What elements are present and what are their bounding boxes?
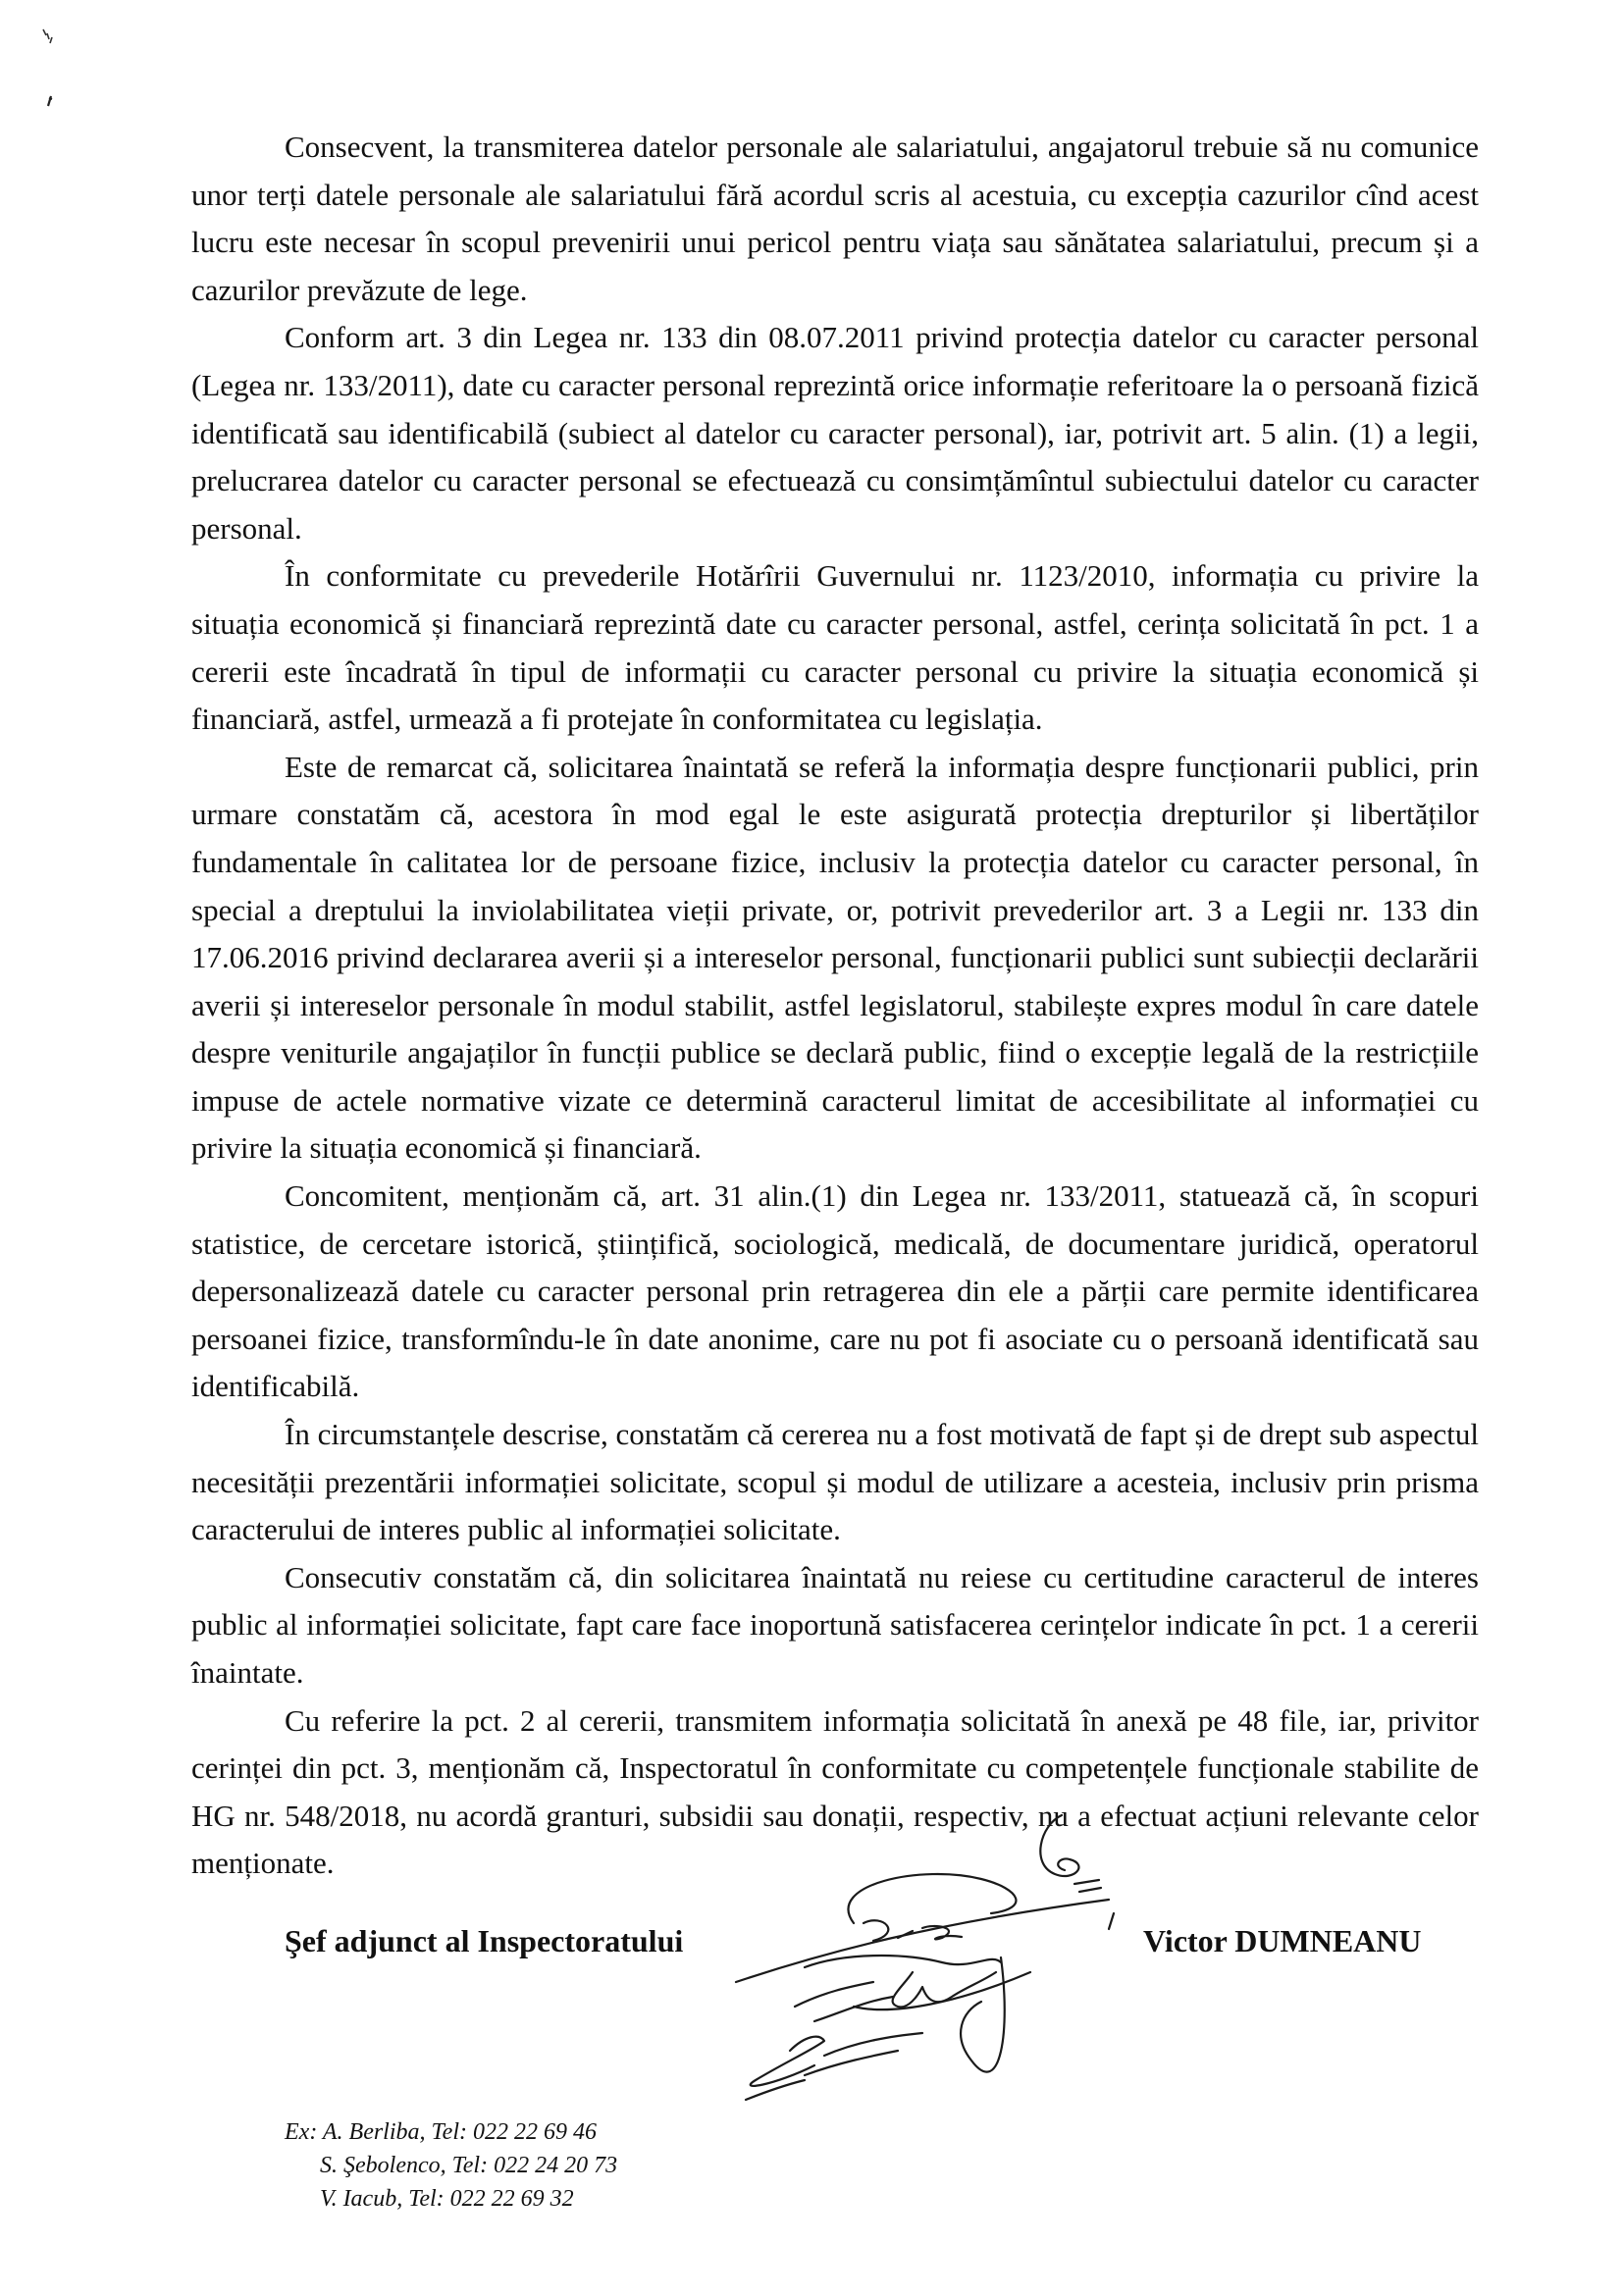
contact-line: S. Şebolenco, Tel: 022 24 20 73 [320, 2153, 618, 2178]
corner-scan-marks [35, 27, 75, 126]
handwritten-signature [677, 1805, 1128, 2129]
paragraph: Consecutiv constatăm că, din solicitarea înaintată nu reiese cu certitudine caracterul de interes public al informației solicitate, fapt care face inoportună satisfacerea cerințelor indicate în pct. 1 a cererii înaintate. [191, 1559, 1479, 1690]
paragraph: În conformitate cu prevederile Hotărîrii Guvernului nr. 1123/2010, informația cu privire la situația economică și financiară reprezintă date cu caracter personal, astfel, cerința solicitată în pct. 1 a cererii este încadrată în tipul de informații cu caracter personal cu privire la situația economică și financiară, astfel, urmează a fi protejate în conformitatea cu legislația. [191, 558, 1479, 737]
contact-line: Ex: A. Berliba, Tel: 022 22 69 46 [285, 2119, 597, 2145]
signatory-role: Şef adjunct al Inspectoratului [285, 1923, 684, 1958]
paragraph: Conform art. 3 din Legea nr. 133 din 08.07.2011 privind protecția datelor cu caracter personal (Legea nr. 133/2011), date cu caracter personal reprezintă orice informație referitoare la o persoană fizică identificată sau identificabilă (subiect al datelor cu caracter personal), iar, potrivit art. 5 alin. (1) a legii, prelucrarea datelor cu caracter personal se efectuează cu consimțămîntul subiectului datelor cu caracter personal. [191, 320, 1479, 546]
paragraph: Consecvent, la transmiterea datelor personale ale salariatului, angajatorul trebuie să nu comunice unor terți datele personale ale salariatului fără acordul scris al acestuia, cu excepția cazurilor cînd acest lucru este necesar în scopul prevenirii unui pericol pentru viața sau sănătatea salariatului, precum și a cazurilor prevăzute de lege. [191, 130, 1479, 307]
paragraph: Este de remarcat că, solicitarea înaintată se referă la informația despre funcționarii publici, prin urmare constatăm că, acestora în mod egal le este asigurată protecția drepturilor și libertăților fundamentale în calitatea lor de persoane fizice, inclusiv la protecția datelor cu caracter personal, în special a dreptului la inviolabilitatea vieții private, or, potrivit prevederilor art. 3 a Legii nr. 133 din 17.06.2016 privind declararea averii și a intereselor personal, funcționarii publici sunt subiecții declarării averii și intereselor personale în modul stabilit, astfel legislatorul, stabilește expres modul în care datele despre veniturile angajaților în funcții publice se declară public, fiind o excepție legală de la restricțiile impuse de actele normative vizate ce determină caracterul limitat de accesibilitate al informației cu privire la situația economică și financiară. [191, 749, 1479, 1166]
letter-body [191, 124, 1479, 1888]
paragraph: Cu referire la pct. 2 al cererii, transmitem informația solicitată în anexă pe 48 file, iar, privitor cerinței din pct. 3, menționăm că, Inspectoratul în conformitate cu competențele funcționale stabilite de HG nr. 548/2018, nu acordă granturi, subsidii sau donații, respectiv, nu a efectuat acțiuni relevante celor menționate. [191, 1702, 1479, 1881]
paragraph: Concomitent, menționăm că, art. 31 alin.(1) din Legea nr. 133/2011, statuează că, în scopuri statistice, de cercetare istorică, științifică, sociologică, medicală, de documentare juridică, operatorul depersonalizează datele cu caracter personal prin retragerea din ele a părții care permite identificarea persoanei fizice, transformîndu-le în date anonime, care nu pot fi asociate cu o persoană identificată sau identificabilă. [191, 1178, 1479, 1404]
contact-line: V. Iacub, Tel: 022 22 69 32 [320, 2186, 574, 2212]
paragraph: În circumstanțele descrise, constatăm că cererea nu a fost motivată de fapt și de drept sub aspectul necesității prezentării informației solicitate, scopul și modul de utilizare a acesteia, inclusiv prin prisma caracterului de interes public al informației solicitate. [191, 1417, 1479, 1547]
executor-contacts [285, 2115, 617, 2216]
signatory-name: Victor DUMNEANU [1143, 1923, 1422, 1958]
